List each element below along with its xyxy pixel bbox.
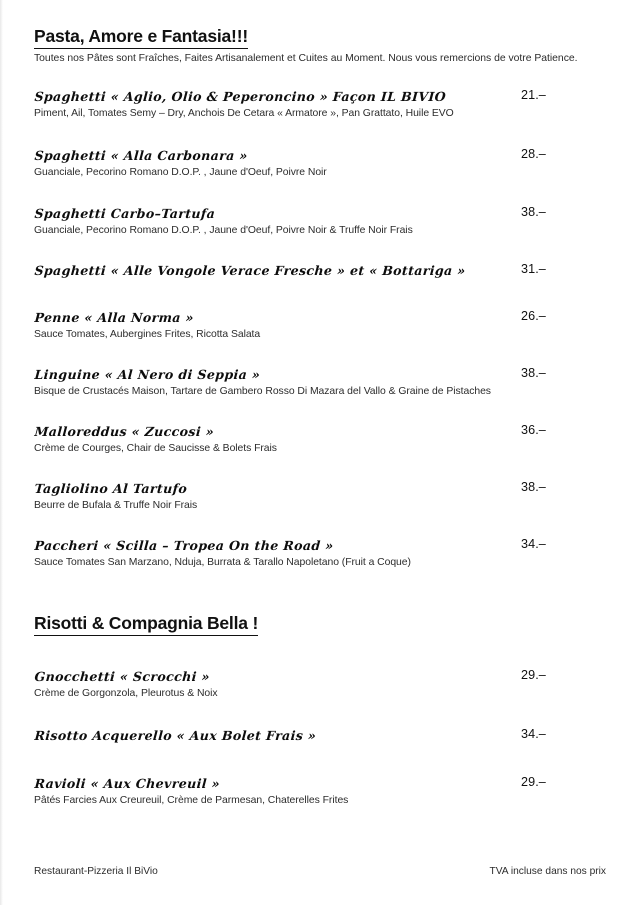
footer-restaurant-name: Restaurant-Pizzeria Il BiVio [34, 866, 158, 877]
menu-item-name: Penne « Alla Norma » [34, 310, 195, 325]
menu-item-description: Piment, Ail, Tomates Semy – Dry, Anchois De Cetara « Armatore », Pan Grattato, Huile EVO [34, 108, 454, 119]
menu-item-price: 36.– [521, 423, 546, 437]
menu-item-price: 29.– [521, 775, 546, 789]
menu-item-description: Crème de Gorgonzola, Pleurotus & Noix [34, 688, 218, 699]
menu-item-name: Risotto Acquerello « Aux Bolet Frais » [34, 728, 317, 743]
menu-item-name: Spaghetti « Alle Vongole Verace Fresche » et « Bottariga » [34, 263, 467, 278]
menu-item-head [34, 727, 606, 745]
menu-item-head [34, 775, 606, 793]
menu-item-name: Ravioli « Aux Chevreuil » [34, 776, 221, 791]
menu-item-price: 38.– [521, 480, 546, 494]
menu-item-name: Spaghetti Carbo–Tartufa [34, 206, 216, 221]
menu-item-price: 28.– [521, 147, 546, 161]
menu-item[interactable] [34, 88, 606, 119]
menu-item-head [34, 88, 606, 106]
menu-item-price: 29.– [521, 668, 546, 682]
menu-item-head [34, 423, 606, 441]
menu-item-head [34, 366, 606, 384]
menu-item-name: Tagliolino Al Tartufo [34, 481, 188, 496]
menu-item-name: Linguine « Al Nero di Seppia » [34, 367, 261, 382]
menu-item-name: Spaghetti « Alla Carbonara » [34, 148, 249, 163]
menu-item-description: Pâtés Farcies Aux Creureuil, Crème de Parmesan, Chaterelles Frites [34, 795, 349, 806]
menu-item-description: Bisque de Crustacés Maison, Tartare de Gambero Rosso Di Mazara del Vallo & Graine de Pistaches [34, 386, 491, 397]
menu-item-name: Spaghetti « Aglio, Olio & Peperoncino » Façon IL BIVIO [34, 89, 447, 104]
section-subtitle-pasta: Toutes nos Pâtes sont Fraîches, Faites Artisanalement et Cuites au Moment. Nous vous remercions de votre Patience. [34, 53, 578, 64]
menu-item[interactable] [34, 262, 606, 280]
menu-item[interactable] [34, 727, 606, 745]
menu-item[interactable] [34, 423, 606, 454]
menu-item-head [34, 147, 606, 165]
menu-item[interactable] [34, 147, 606, 178]
menu-item[interactable] [34, 366, 606, 397]
menu-section-risotti [34, 613, 606, 636]
menu-item[interactable] [34, 775, 606, 806]
menu-item-head [34, 480, 606, 498]
section-heading-pasta: Pasta, Amore e Fantasia!!! [34, 26, 248, 49]
menu-item-price: 21.– [521, 88, 546, 102]
menu-item-price: 38.– [521, 205, 546, 219]
menu-item-price: 26.– [521, 309, 546, 323]
menu-item[interactable] [34, 205, 606, 236]
menu-item[interactable] [34, 309, 606, 340]
menu-item-description: Crème de Courges, Chair de Saucisse & Bolets Frais [34, 443, 277, 454]
menu-item-description: Sauce Tomates San Marzano, Nduja, Burrata & Tarallo Napoletano (Fruit a Coque) [34, 557, 411, 568]
menu-item-price: 38.– [521, 366, 546, 380]
menu-item-head [34, 205, 606, 223]
menu-item-description: Guanciale, Pecorino Romano D.O.P. , Jaune d'Oeuf, Poivre Noir & Truffe Noir Frais [34, 225, 413, 236]
menu-item-head [34, 309, 606, 327]
menu-item-head [34, 262, 606, 280]
menu-item-name: Malloreddus « Zuccosi » [34, 424, 215, 439]
menu-item-description: Sauce Tomates, Aubergines Frites, Ricotta Salata [34, 329, 261, 340]
menu-item-name: Gnocchetti « Scrocchi » [34, 669, 211, 684]
menu-item-description: Beurre de Bufala & Truffe Noir Frais [34, 500, 198, 511]
menu-item[interactable] [34, 668, 606, 699]
menu-item-price: 34.– [521, 727, 546, 741]
page-footer [34, 866, 606, 877]
menu-item-description: Guanciale, Pecorino Romano D.O.P. , Jaune d'Oeuf, Poivre Noir [34, 167, 327, 178]
menu-item-price: 34.– [521, 537, 546, 551]
menu-item-name: Paccheri « Scilla – Tropea On the Road » [34, 538, 335, 553]
menu-item-price: 31.– [521, 262, 546, 276]
menu-item[interactable] [34, 537, 606, 568]
footer-vat-notice: TVA incluse dans nos prix [489, 866, 606, 877]
menu-item-head [34, 668, 606, 686]
section-heading-risotti: Risotti & Compagnia Bella ! [34, 613, 258, 636]
menu-item[interactable] [34, 480, 606, 511]
menu-section-pasta [34, 26, 606, 64]
menu-item-head [34, 537, 606, 555]
